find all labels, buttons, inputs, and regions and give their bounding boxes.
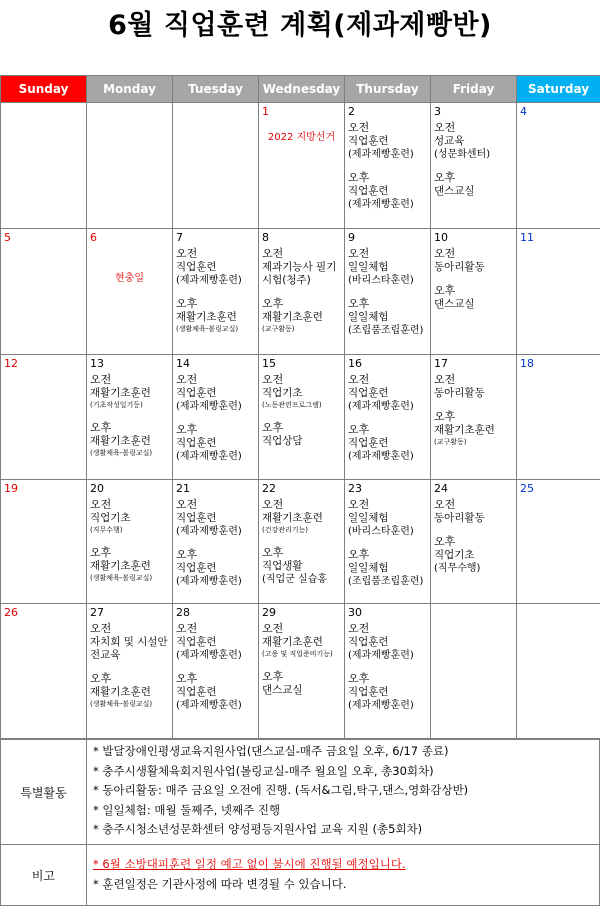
activity-line: 시험(청주): [262, 274, 311, 286]
activity-line: (제과제빵훈련): [176, 700, 242, 711]
activity-line: 직업훈련: [176, 437, 217, 449]
day-number: 28: [176, 606, 190, 619]
activity-line: (생활체육-볼링교실): [176, 325, 239, 333]
activity-line: (제과제빵훈련): [176, 576, 242, 587]
header-monday: Monday: [87, 76, 173, 103]
activity-line: (바리스타훈련): [348, 275, 414, 286]
activity-line: 댄스교실: [434, 298, 475, 310]
day-number: 26: [4, 606, 18, 619]
weekday-header-row: [1, 76, 600, 103]
morning-label: 오전: [90, 498, 112, 511]
afternoon-label: 오후: [434, 535, 456, 548]
activity-line: 직업훈련: [348, 135, 389, 147]
activity-line: 제과기능사 필기: [262, 261, 337, 273]
page-title: 6월 직업훈련 계획(제과제빵반): [108, 10, 492, 41]
activity-line: (제과제빵훈련): [176, 650, 242, 661]
activity-line: 재활기초훈련: [90, 387, 151, 399]
header-sunday: Sunday: [1, 76, 87, 103]
activity-line: (직무수행): [90, 526, 123, 534]
calendar-day-cell: [517, 103, 600, 229]
afternoon-label: 오후: [262, 546, 284, 559]
calendar-day-cell: [173, 604, 259, 739]
activity-line: 직업훈련: [176, 562, 217, 574]
activity-line: 직업기초: [262, 387, 303, 399]
activity-line: 자치회 및 시설안: [90, 636, 168, 648]
morning-label: 오전: [262, 373, 284, 386]
calendar-day-cell: [259, 480, 345, 604]
calendar-day-cell: [431, 604, 517, 739]
day-note: 현충일: [115, 273, 144, 284]
day-number: 24: [434, 482, 448, 495]
activity-line: 직업상담: [262, 435, 303, 447]
day-number: 13: [90, 357, 104, 370]
activity-line: (조립품조립훈련): [348, 325, 424, 336]
afternoon-label: 오후: [348, 423, 370, 436]
morning-label: 오전: [176, 622, 198, 635]
calendar-day-cell: [345, 103, 431, 229]
activity-line: (제과제빵훈련): [348, 451, 414, 462]
afternoon-label: 오후: [434, 410, 456, 423]
activity-line: (제과제빵훈련): [176, 526, 242, 537]
activity-line: (직무수행): [434, 563, 481, 574]
day-number: 27: [90, 606, 104, 619]
activity-line: 댄스교실: [262, 684, 303, 696]
day-number: 5: [4, 231, 11, 244]
calendar-day-cell: [517, 604, 600, 739]
day-number: 23: [348, 482, 362, 495]
afternoon-label: 오후: [90, 421, 112, 434]
afternoon-label: 오후: [348, 548, 370, 561]
morning-label: 오전: [434, 373, 456, 386]
calendar-day-cell: [345, 355, 431, 480]
remark-item-schedule-change: * 훈련일정은 기관사정에 따라 변경될 수 있습니다.: [93, 876, 347, 891]
afternoon-label: 오후: [348, 672, 370, 685]
calendar-table: [0, 75, 600, 739]
remarks-label: 비고: [1, 845, 87, 906]
calendar-day-cell: [431, 229, 517, 355]
morning-label: 오전: [348, 622, 370, 635]
activity-line: (바리스타훈련): [348, 526, 414, 537]
activity-line: 직업기초: [90, 512, 131, 524]
activity-line: (교구활동): [434, 438, 467, 446]
calendar-day-cell: [517, 355, 600, 480]
activity-line: (성문화센터): [434, 149, 491, 160]
calendar-body: [1, 103, 600, 739]
special-item: * 발달장애인평생교육지원사업(댄스교실-매주 금요일 오후, 6/17 종료): [93, 744, 449, 758]
morning-label: 오전: [348, 373, 370, 386]
afternoon-label: 오후: [176, 297, 198, 310]
morning-label: 오전: [348, 247, 370, 260]
activity-line: (제과제빵훈련): [176, 275, 242, 286]
morning-label: 오전: [434, 247, 456, 260]
activity-line: (제과제빵훈련): [348, 199, 414, 210]
calendar-day-cell: [259, 355, 345, 480]
calendar-day-cell: [87, 480, 173, 604]
day-number: 17: [434, 357, 448, 370]
header-saturday: Saturday: [517, 76, 600, 103]
activity-line: (제과제빵훈련): [176, 451, 242, 462]
calendar-day-cell: [259, 604, 345, 739]
special-item: * 일일체험: 매월 둘째주, 넷째주 진행: [93, 802, 281, 817]
calendar-day-cell: [173, 355, 259, 480]
morning-label: 오전: [434, 121, 456, 134]
activity-line: 직업훈련: [348, 185, 389, 197]
day-number: 29: [262, 606, 276, 619]
activity-line: 직업훈련: [348, 636, 389, 648]
activity-line: 재활기초훈련: [262, 512, 323, 524]
activity-line: 전교육: [90, 649, 121, 661]
day-number: 18: [520, 357, 534, 370]
morning-label: 오전: [176, 373, 198, 386]
activity-line: (제과제빵훈련): [348, 149, 414, 160]
activity-line: 직업훈련: [176, 261, 217, 273]
day-note: 2022 지방선거: [267, 132, 336, 143]
afternoon-label: 오후: [434, 171, 456, 184]
calendar-day-cell: [345, 229, 431, 355]
day-number: 19: [4, 482, 18, 495]
activity-line: 재활기초훈련: [90, 686, 151, 698]
morning-label: 오전: [90, 373, 112, 386]
remarks-row: [1, 845, 600, 906]
afternoon-label: 오후: [348, 171, 370, 184]
activity-line: 직업훈련: [348, 686, 389, 698]
morning-label: 오전: [348, 498, 370, 511]
calendar-day-cell: [87, 355, 173, 480]
activity-line: 재활기초훈련: [434, 424, 495, 436]
notes-table: [0, 739, 600, 906]
afternoon-label: 오후: [348, 297, 370, 310]
calendar-day-cell: [431, 103, 517, 229]
activity-line: 재활기초훈련: [176, 311, 237, 323]
morning-label: 오전: [176, 498, 198, 511]
morning-label: 오전: [434, 498, 456, 511]
calendar-day-cell: [87, 229, 173, 355]
activity-line: (제과제빵훈련): [348, 650, 414, 661]
activity-line: (기초작성일기등): [90, 401, 143, 409]
special-item: * 충주시생활체육회지원사업(볼링교실-매주 월요일 오후, 총30회차): [93, 763, 434, 778]
activity-line: 직업훈련: [348, 437, 389, 449]
activity-line: (고용 및 직업준비기능): [262, 650, 333, 658]
afternoon-label: 오후: [262, 297, 284, 310]
day-number: 2: [348, 105, 355, 118]
calendar-day-cell: [517, 480, 600, 604]
afternoon-label: 오후: [90, 672, 112, 685]
calendar-week-row: [1, 480, 600, 604]
calendar-day-cell: [517, 229, 600, 355]
calendar-day-cell: [173, 229, 259, 355]
day-number: 1: [262, 105, 269, 118]
header-wednesday: Wednesday: [259, 76, 345, 103]
activity-line: 재활기초훈련: [90, 560, 151, 572]
day-number: 10: [434, 231, 448, 244]
activity-line: (생활체육-볼링교실): [90, 700, 153, 708]
calendar-week-row: [1, 229, 600, 355]
day-number: 9: [348, 231, 355, 244]
activity-line: 일일체험: [348, 311, 389, 323]
activity-line: 재활기초훈련: [90, 435, 151, 447]
activity-line: (제과제빵훈련): [348, 401, 414, 412]
calendar-day-cell: [87, 604, 173, 739]
activity-line: (교구활동): [262, 325, 295, 333]
calendar-day-cell: [259, 103, 345, 229]
activity-line: 동아리활동: [434, 261, 485, 273]
activity-line: 동아리활동: [434, 512, 485, 524]
activity-line: 재활기초훈련: [262, 636, 323, 648]
day-number: 22: [262, 482, 276, 495]
calendar-day-cell: [1, 103, 87, 229]
day-number: 3: [434, 105, 441, 118]
special-activities-row: [1, 740, 600, 845]
activity-line: (조립품조립훈련): [348, 576, 424, 587]
remarks-content: [87, 845, 600, 906]
day-number: 8: [262, 231, 269, 244]
activity-line: 직업기초: [434, 549, 475, 561]
calendar-day-cell: [173, 480, 259, 604]
afternoon-label: 오후: [176, 548, 198, 561]
calendar-day-cell: [173, 103, 259, 229]
morning-label: 오전: [348, 121, 370, 134]
day-number: 6: [90, 231, 97, 244]
calendar-day-cell: [87, 103, 173, 229]
calendar-week-row: [1, 355, 600, 480]
morning-label: 오전: [176, 247, 198, 260]
special-item: * 동아리활동: 매주 금요일 오전에 진행. (독서&그림,탁구,댄스,영화감상반): [93, 783, 469, 797]
morning-label: 오전: [262, 498, 284, 511]
calendar-day-cell: [1, 480, 87, 604]
activity-line: (생활체육-볼링교실): [90, 449, 153, 457]
calendar-day-cell: [431, 355, 517, 480]
day-number: 20: [90, 482, 104, 495]
day-number: 21: [176, 482, 190, 495]
activity-line: 일일체험: [348, 512, 389, 524]
calendar-day-cell: [1, 355, 87, 480]
activity-line: (제과제빵훈련): [176, 401, 242, 412]
day-number: 15: [262, 357, 276, 370]
activity-line: (건강관리기능): [262, 526, 309, 534]
afternoon-label: 오후: [176, 672, 198, 685]
header-tuesday: Tuesday: [173, 76, 259, 103]
afternoon-label: 오후: [262, 421, 284, 434]
afternoon-label: 오후: [90, 546, 112, 559]
activity-line: 직업생활: [262, 560, 303, 572]
activity-line: (노동관련프로그램): [262, 401, 322, 409]
activity-line: (직업군 실습홍: [262, 574, 328, 585]
header-thursday: Thursday: [345, 76, 431, 103]
calendar-day-cell: [345, 480, 431, 604]
calendar-day-cell: [1, 229, 87, 355]
activity-line: 댄스교실: [434, 185, 475, 197]
activity-line: 직업훈련: [176, 636, 217, 648]
day-number: 16: [348, 357, 362, 370]
day-number: 12: [4, 357, 18, 370]
activity-line: 동아리활동: [434, 387, 485, 399]
special-activities-label: 특별활동: [1, 740, 87, 845]
activity-line: 직업훈련: [176, 686, 217, 698]
morning-label: 오전: [262, 622, 284, 635]
morning-label: 오전: [262, 247, 284, 260]
activity-line: (생활체육-볼링교실): [90, 574, 153, 582]
special-item: * 충주시청소년성문화센터 양성평등지원사업 교육 지원 (총5회차): [93, 822, 423, 836]
activity-line: 직업훈련: [176, 512, 217, 524]
day-number: 25: [520, 482, 534, 495]
day-number: 4: [520, 105, 527, 118]
calendar-day-cell: [1, 604, 87, 739]
day-number: 7: [176, 231, 183, 244]
calendar-week-row: [1, 604, 600, 739]
activity-line: 성교육: [434, 135, 465, 147]
day-number: 11: [520, 231, 534, 244]
calendar-week-row: [1, 103, 600, 229]
morning-label: 오전: [90, 622, 112, 635]
afternoon-label: 오후: [262, 670, 284, 683]
activity-line: (제과제빵훈련): [348, 700, 414, 711]
calendar-day-cell: [345, 604, 431, 739]
activity-line: 직업훈련: [176, 387, 217, 399]
activity-line: 직업훈련: [348, 387, 389, 399]
activity-line: 재활기초훈련: [262, 311, 323, 323]
calendar-day-cell: [431, 480, 517, 604]
afternoon-label: 오후: [176, 423, 198, 436]
day-number: 14: [176, 357, 190, 370]
day-number: 30: [348, 606, 362, 619]
calendar-day-cell: [259, 229, 345, 355]
afternoon-label: 오후: [434, 284, 456, 297]
special-activities-content: [87, 740, 600, 845]
activity-line: 일일체험: [348, 261, 389, 273]
activity-line: 일일체험: [348, 562, 389, 574]
remark-item-fire-drill: * 6월 소방대피훈련 일정 예고 없이 불시에 진행될 예정입니다.: [93, 857, 406, 871]
header-friday: Friday: [431, 76, 517, 103]
